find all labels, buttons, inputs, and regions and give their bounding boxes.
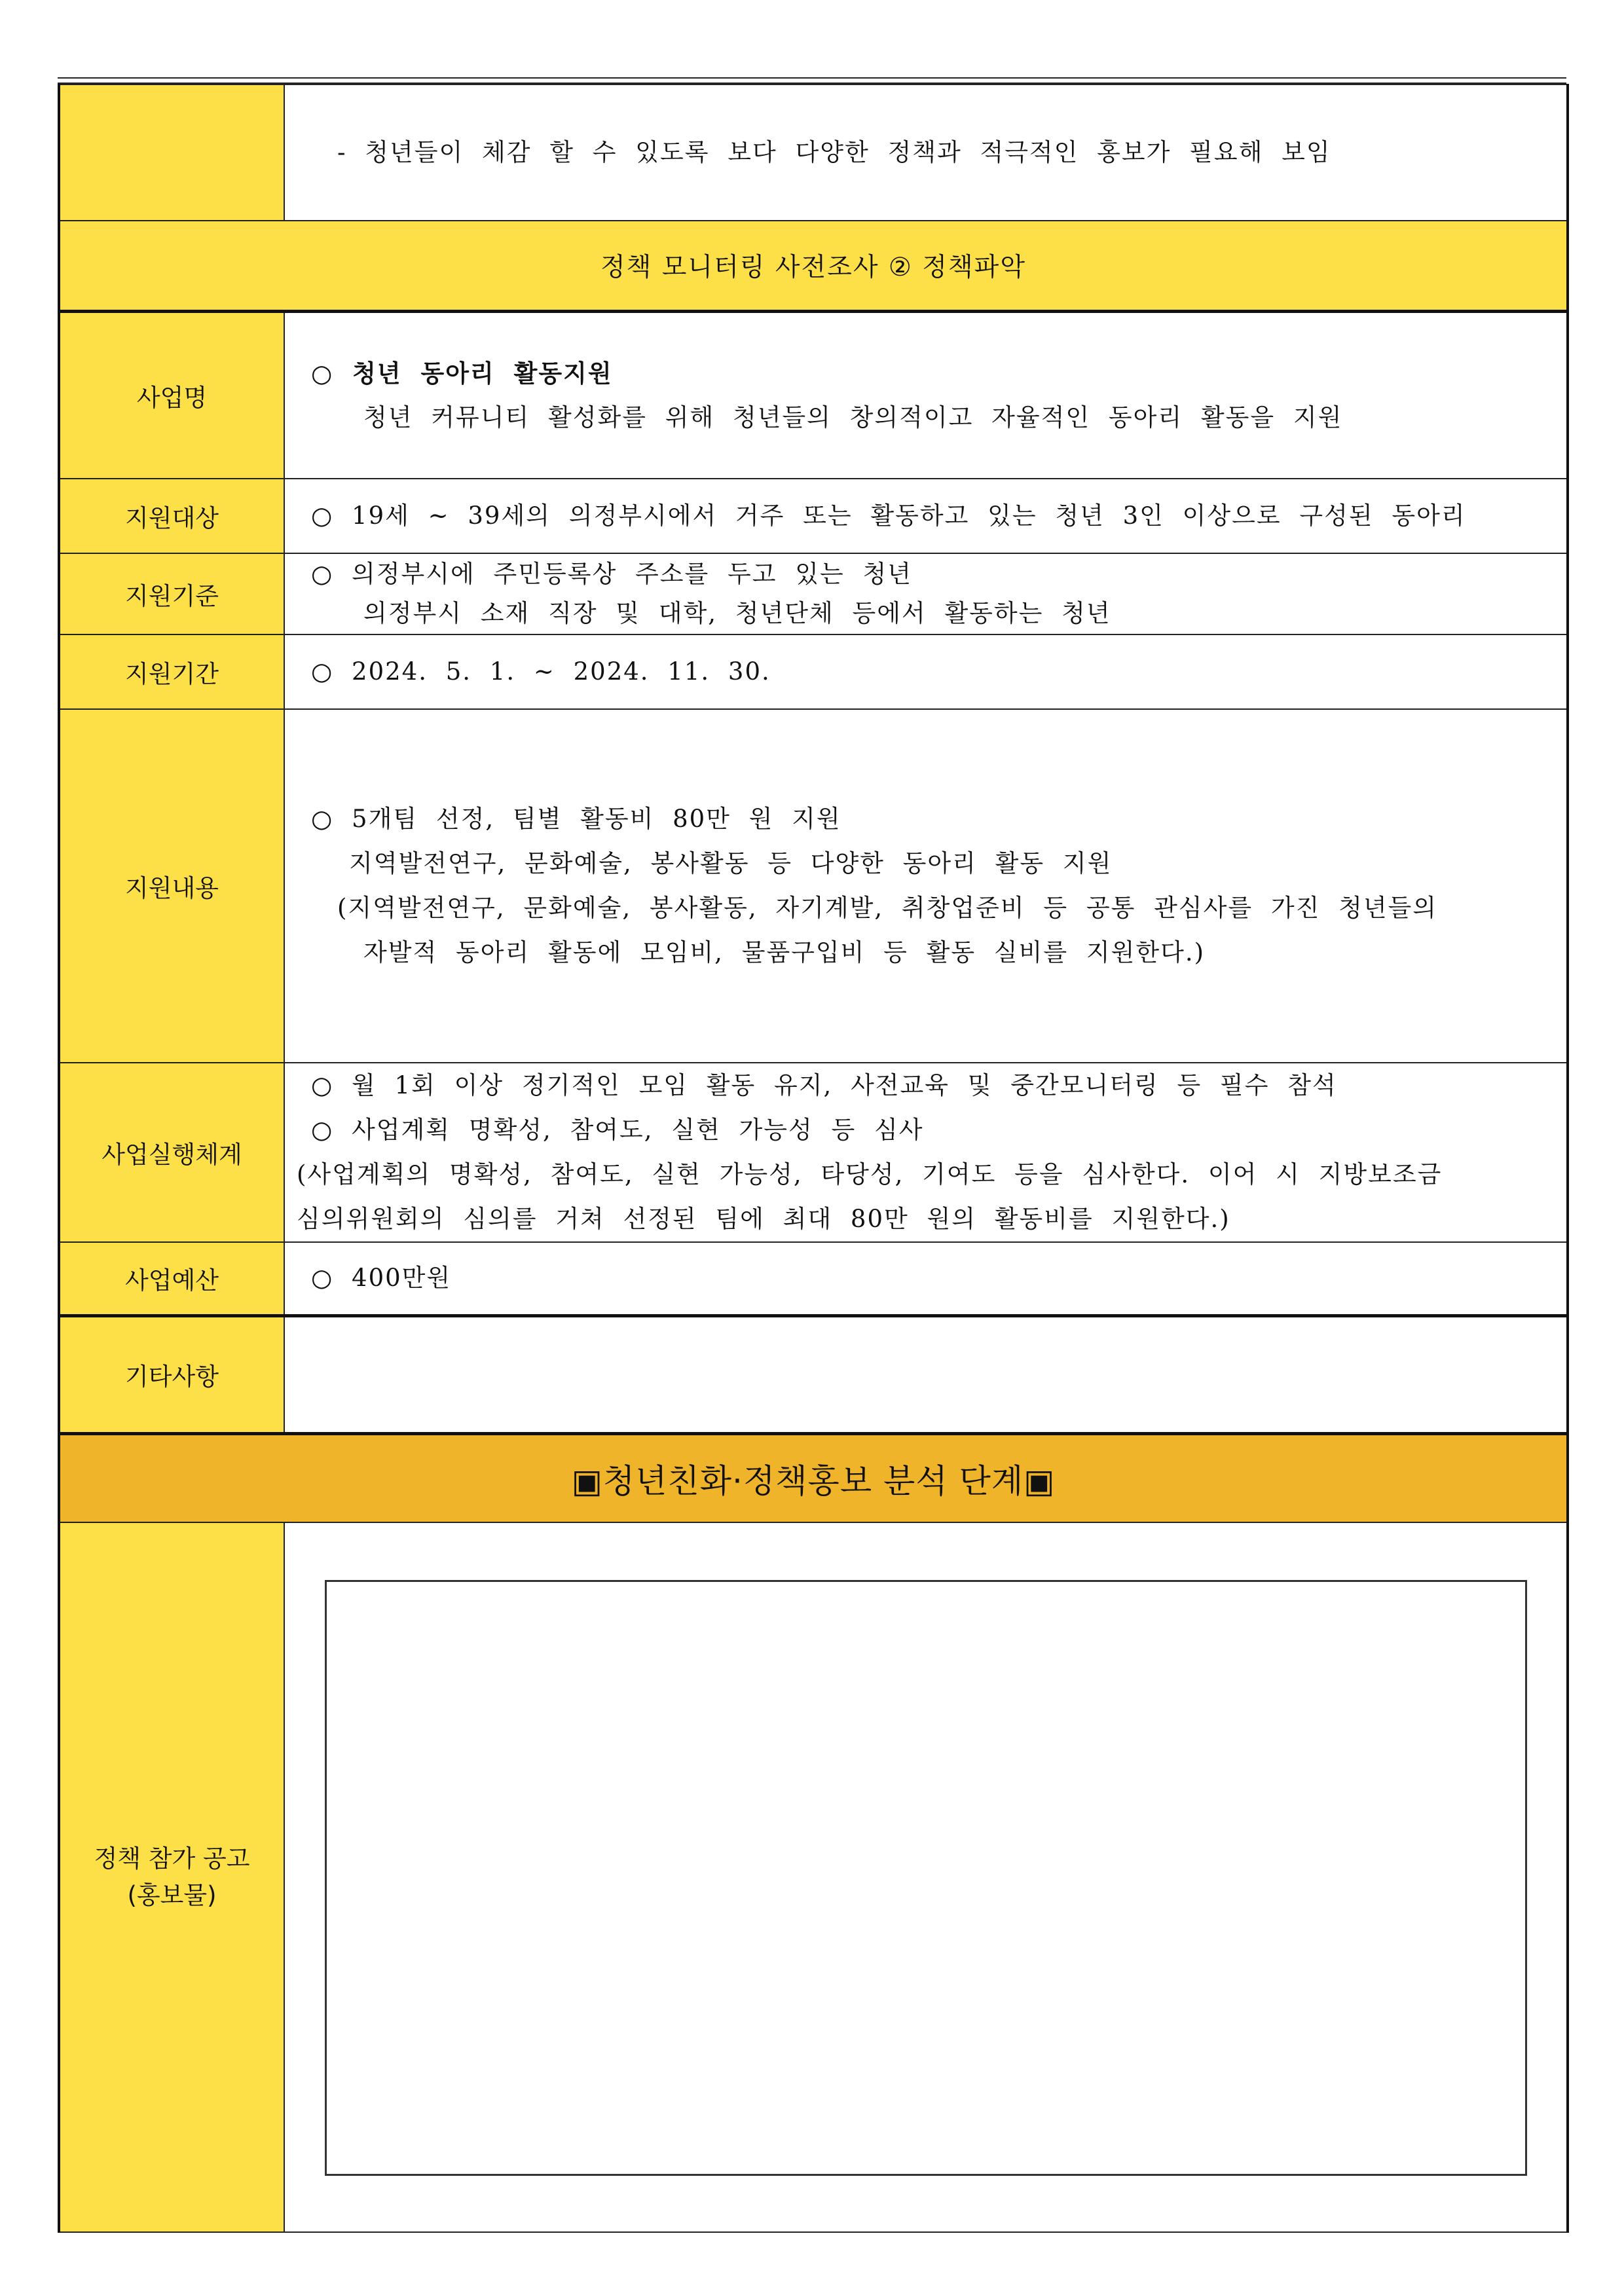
etc-content (284, 1315, 1568, 1433)
business-name-title: ○ 청년 동아리 활동지원 (311, 358, 613, 388)
period-content (284, 634, 1568, 709)
criteria-content (284, 553, 1568, 634)
business-name-content (284, 311, 1568, 479)
content-label: 지원내용 (59, 709, 284, 1063)
criteria-line-2: 의정부시 소재 직장 및 대학, 청년단체 등에서 활동하는 청년 (363, 599, 1111, 627)
budget-text: ○ 400만원 (311, 1264, 452, 1293)
content-content (284, 709, 1568, 1063)
execution-content (284, 1063, 1568, 1242)
period-label: 지원기간 (59, 634, 284, 709)
intro-row (59, 84, 1568, 221)
execution-line-2: ○ 사업계획 명확성, 참여도, 실현 가능성 등 심사 (311, 1116, 924, 1144)
analysis-banner: ▣청년친화·정책홍보 분석 단계▣ (59, 1433, 1568, 1522)
intro-label-cell (59, 84, 284, 221)
content-line-3: (지역발전연구, 문화예술, 봉사활동, 자기계발, 취창업준비 등 공통 관심사를 가진 청년들의 (337, 894, 1438, 922)
content-line-1: ○ 5개팀 선정, 팀별 활동비 80만 원 지원 (311, 805, 841, 833)
period-text: ○ 2024. 5. 1. ~ 2024. 11. 30. (311, 657, 771, 686)
content-row (59, 709, 1568, 1063)
execution-row (59, 1063, 1568, 1242)
etc-label: 기타사항 (59, 1315, 284, 1433)
business-name-row (59, 311, 1568, 479)
execution-line-3: (사업계획의 명확성, 참여도, 실현 가능성, 타당성, 기여도 등을 심사한다. 이어 시 지방보조금 (297, 1160, 1443, 1188)
target-content (284, 479, 1568, 553)
intro-text: - 청년들이 체감 할 수 있도록 보다 다양한 정책과 적극적인 홍보가 필요해 보임 (337, 138, 1331, 166)
budget-row (59, 1242, 1568, 1315)
analysis-banner-row (59, 1433, 1568, 1522)
criteria-row (59, 553, 1568, 634)
execution-line-1: ○ 월 1회 이상 정기적인 모임 활동 유지, 사전교육 및 중간모니터링 등 필수 참석 (311, 1071, 1337, 1099)
intro-content-cell (284, 84, 1568, 221)
promo-label (59, 1522, 284, 2232)
business-name-desc: 청년 커뮤니티 활성화를 위해 청년들의 창의적이고 자율적인 동아리 활동을 지원 (363, 403, 1343, 431)
period-row (59, 634, 1568, 709)
execution-label: 사업실행체계 (59, 1063, 284, 1242)
target-label: 지원대상 (59, 479, 284, 553)
budget-label: 사업예산 (59, 1242, 284, 1315)
top-rule (58, 77, 1566, 79)
etc-row (59, 1315, 1568, 1433)
target-text: ○ 19세 ~ 39세의 의정부시에서 거주 또는 활동하고 있는 청년 3인 이상으로 구성된 동아리 (311, 502, 1466, 530)
content-line-2: 지역발전연구, 문화예술, 봉사활동 등 다양한 동아리 활동 지원 (349, 849, 1113, 877)
promo-image-placeholder (325, 1580, 1527, 2176)
execution-line-4: 심의위원회의 심의를 거쳐 선정된 팀에 최대 80만 원의 활동비를 지원한다.) (297, 1205, 1230, 1233)
business-name-label: 사업명 (59, 311, 284, 479)
promo-label-line-2: (홍보물) (127, 1881, 217, 1909)
budget-content (284, 1242, 1568, 1315)
criteria-line-1: ○ 의정부시에 주민등록상 주소를 두고 있는 청년 (311, 560, 912, 588)
criteria-label: 지원기준 (59, 553, 284, 634)
section-banner: 정책 모니터링 사전조사 ② 정책파악 (59, 221, 1568, 311)
content-line-4: 자발적 동아리 활동에 모임비, 물품구입비 등 활동 실비를 지원한다.) (363, 938, 1206, 966)
target-row (59, 479, 1568, 553)
promo-label-line-1: 정책 참가 공고 (94, 1845, 250, 1873)
section-banner-row (59, 221, 1568, 311)
